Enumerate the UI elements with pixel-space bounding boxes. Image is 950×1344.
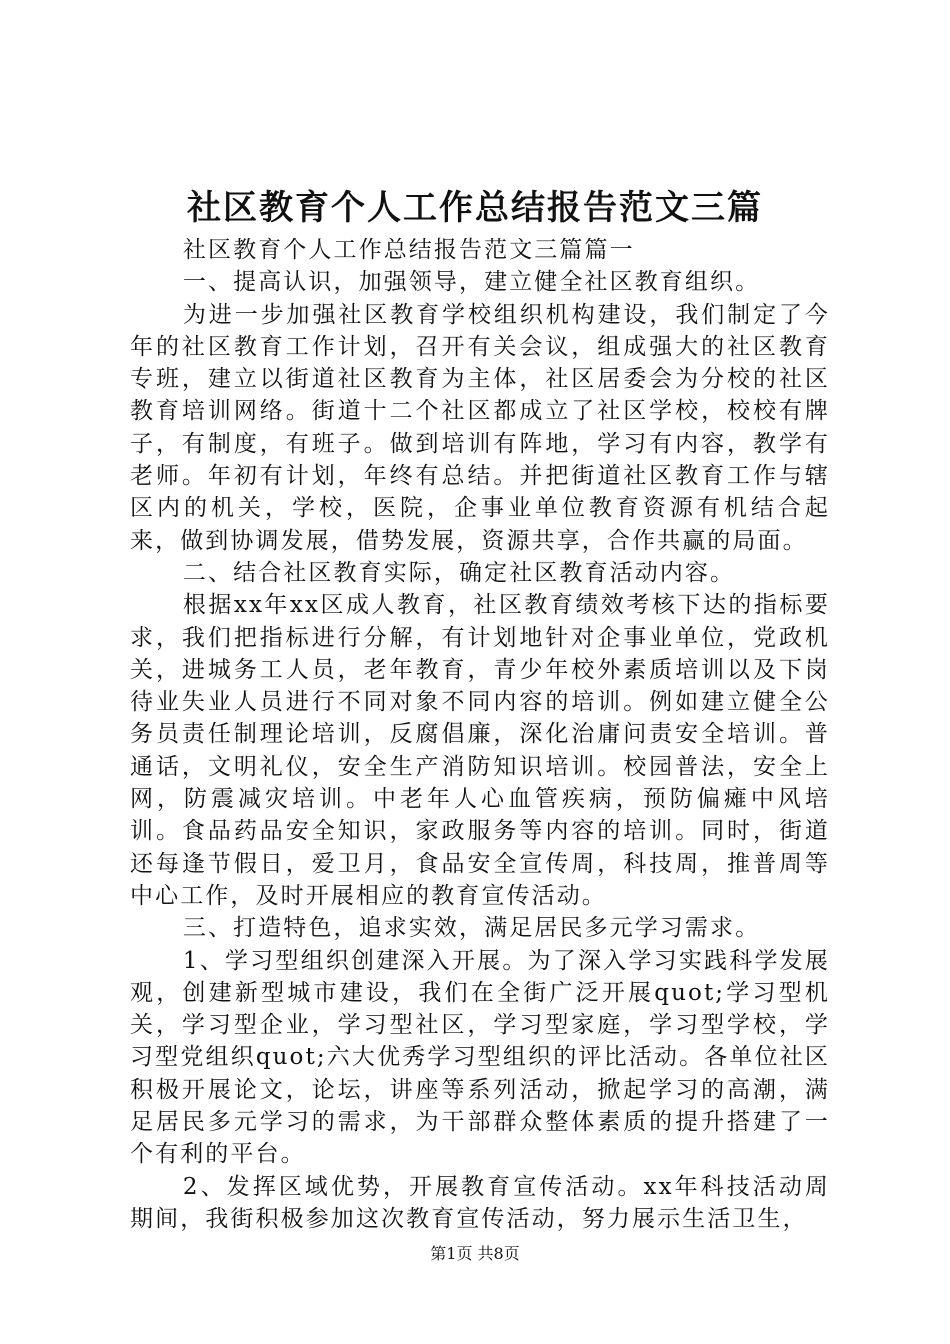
document-body	[130, 234, 830, 1235]
body-paragraph: 2、发挥区域优势，开展教育宣传活动。xx年科技活动周期间，我街积极参加这次教育宣传活动，努力展示生活卫生，	[130, 1173, 830, 1232]
document-title: 社区教育个人工作总结报告范文三篇	[187, 188, 763, 228]
body-paragraph: 1、学习型组织创建深入开展。为了深入学习实践科学发展观，创建新型城市建设，我们在全街广泛开展quot;学习型机关，学习型企业，学习型社区，学习型家庭，学习型学校，学习型党组织quot;六大优秀学习型组织的评比活动。各单位社区积极开展论文，论坛，讲座等系列活动，掀起学习的高潮，满足居民多元学习的需求，为干部群众整体素质的提升搭建了一个有利的平台。	[130, 947, 830, 1168]
section-heading: 一、提高认识，加强领导，建立健全社区教育组织。	[182, 269, 761, 296]
section-heading: 三、打造特色，追求实效，满足居民多元学习需求。	[182, 915, 761, 942]
section-heading: 二、结合社区教育实际，确定社区教育活动内容。	[182, 559, 736, 586]
page-number-footer: 第1页 共8页	[430, 1244, 520, 1263]
body-paragraph: 为进一步加强社区教育学校组织机构建设，我们制定了今年的社区教育工作计划，召开有关会议，组成强大的社区教育专班，建立以街道社区教育为主体，社区居委会为分校的社区教育培训网络。街道十二个社区都成立了社区学校，校校有牌子，有制度，有班子。做到培训有阵地，学习有内容，教学有老师。年初有计划，年终有总结。并把街道社区教育工作与辖区内的机关，学校，医院，企事业单位教育资源有机结合起来，做到协调发展，借势发展，资源共享，合作共赢的局面。	[130, 301, 830, 554]
section-heading-part-one: 社区教育个人工作总结报告范文三篇篇一	[182, 237, 635, 263]
body-paragraph: 根据xx年xx区成人教育，社区教育绩效考核下达的指标要求，我们把指标进行分解，有计划地针对企事业单位，党政机关，进城务工人员，老年教育，青少年校外素质培训以及下岗待业失业人员进行不同对象不同内容的培训。例如建立健全公务员责任制理论培训，反腐倡廉，深化治庸问责安全培训。普通话，文明礼仪，安全生产消防知识培训。校园普法，安全上网，防震减灾培训。中老年人心血管疾病，预防偏瘫中风培训。食品药品安全知识，家政服务等内容的培训。同时，街道还每逢节假日，爱卫月，食品安全宣传周，科技周，推普周等中心工作，及时开展相应的教育宣传活动。	[130, 592, 830, 909]
